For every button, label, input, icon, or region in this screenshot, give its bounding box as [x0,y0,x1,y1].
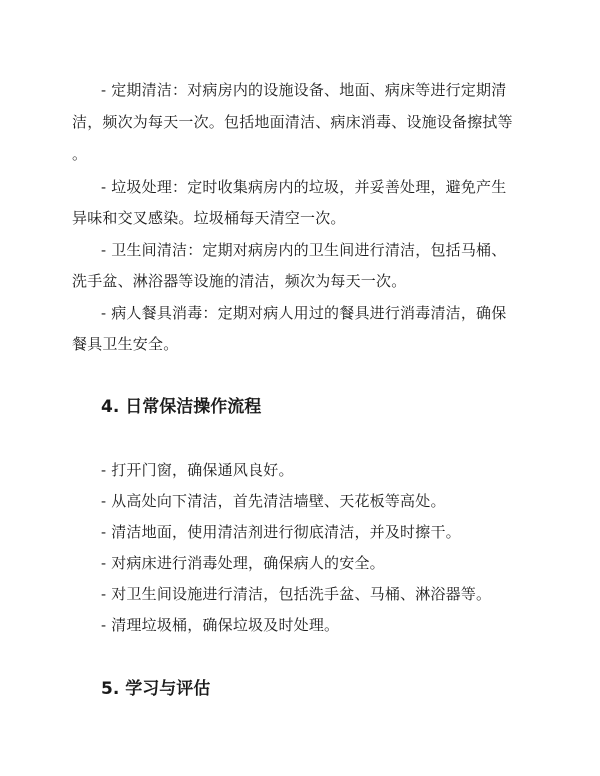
procedure-item-3: - 清洁地面，使用清洁剂进行彻底清洁，并及时擦干。 [101,523,461,541]
cleaning-item-2-line-1: - 垃圾处理：定时收集病房内的垃圾，并妥善处理，避免产生 [101,178,507,196]
cleaning-item-3-line-1: - 卫生间清洁：定期对病房内的卫生间进行清洁，包括马桶、 [101,241,507,259]
section-heading-5: 5. 学习与评估 [101,679,211,699]
cleaning-item-1-line-3: 。 [72,145,88,163]
cleaning-item-1-line-2: 洁，频次为每天一次。包括地面清洁、病床消毒、设施设备擦拭等 [72,113,513,131]
procedure-item-2: - 从高处向下清洁，首先清洁墙壁、天花板等高处。 [101,492,446,510]
cleaning-item-4-line-2: 餐具卫生安全。 [72,335,179,353]
cleaning-item-4-line-1: - 病人餐具消毒：定期对病人用过的餐具进行消毒清洁，确保 [101,304,507,322]
procedure-item-1: - 打开门窗，确保通风良好。 [101,461,294,479]
cleaning-item-1-line-1: - 定期清洁：对病房内的设施设备、地面、病床等进行定期清 [101,81,507,99]
procedure-item-6: - 清理垃圾桶，确保垃圾及时处理。 [101,616,340,634]
section-heading-4: 4. 日常保洁操作流程 [101,397,262,417]
procedure-item-5: - 对卫生间设施进行清洁，包括洗手盆、马桶、淋浴器等。 [101,585,492,603]
cleaning-item-3-line-2: 洗手盆、淋浴器等设施的清洁，频次为每天一次。 [72,272,407,290]
cleaning-item-2-line-2: 异味和交叉感染。垃圾桶每天清空一次。 [72,209,346,227]
procedure-item-4: - 对病床进行消毒处理，确保病人的安全。 [101,554,385,572]
